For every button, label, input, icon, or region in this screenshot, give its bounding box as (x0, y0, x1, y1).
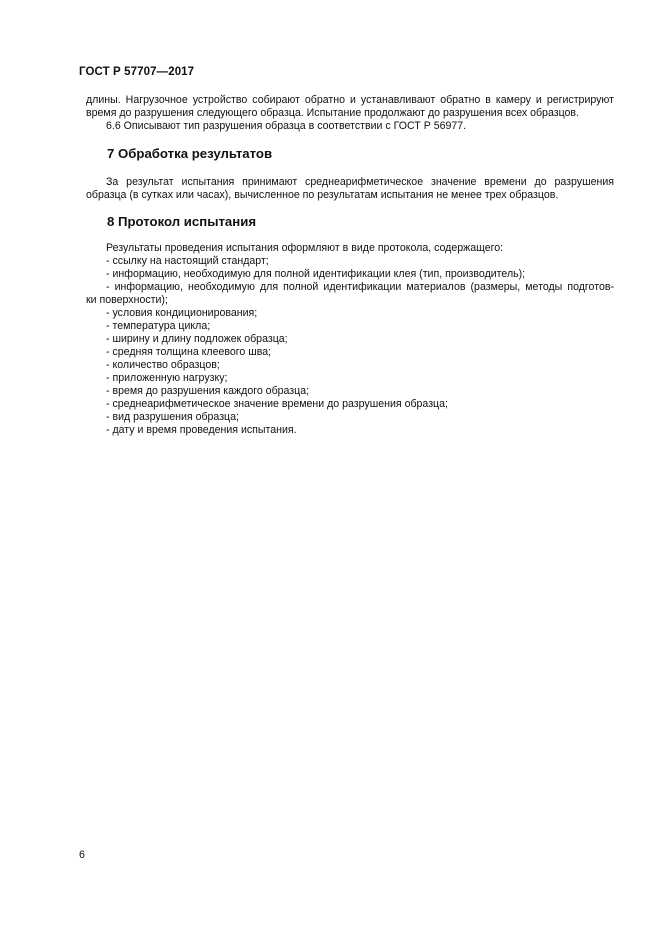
list-item: - ширину и длину подложек образца; (106, 333, 288, 345)
list-item: - вид разрушения образца; (106, 411, 239, 423)
section-8-body (86, 242, 614, 437)
list-item: - ссылку на настоящий стандарт; (106, 255, 269, 267)
intro-block (86, 94, 614, 133)
section-7-body (86, 176, 614, 202)
list-item: - дату и время проведения испытания. (106, 424, 297, 436)
page-number: 6 (79, 849, 85, 861)
list-item: - время до разрушения каждого образца; (106, 385, 310, 397)
section-7-heading: 7 Обработка результатов (107, 146, 273, 161)
section-8-lead: Результаты проведения испытания оформляют в виде протокола, содержащего: (106, 242, 504, 254)
document-header: ГОСТ Р 57707—2017 (79, 66, 195, 78)
list-item: - температура цикла; (106, 320, 211, 332)
list-item: - количество образцов; (106, 359, 220, 371)
list-item: - информацию, необходимую для полной идентификации клея (тип, производитель); (106, 268, 526, 280)
intro-line-1: длины. Нагрузочное устройство собирают обратно и устанавливают обратно в камеру и регистрируют (86, 94, 614, 106)
section-8-heading: 8 Протокол испытания (107, 214, 257, 229)
intro-line-2: время до разрушения следующего образца. Испытание продолжают до разрушения всех образцов. (86, 107, 579, 119)
list-item: - приложенную нагрузку; (106, 372, 228, 384)
list-item: - среднеарифметическое значение времени до разрушения образца; (106, 398, 448, 410)
list-item: - условия кондиционирования; (106, 307, 258, 319)
list-item-continuation: ки поверхности); (86, 294, 168, 306)
list-item: - средняя толщина клеевого шва; (106, 346, 272, 358)
clause-6-6: 6.6 Описывают тип разрушения образца в соответствии с ГОСТ Р 56977. (106, 120, 467, 132)
list-item: - информацию, необходимую для полной идентификации материалов (размеры, методы подготов- (106, 281, 614, 293)
section-7-paragraph: За результат испытания принимают среднеарифметическое значение времени до разрушения образца (в сутках или часах), вычисленное по результатам испытания не менее трех образцов. (86, 176, 614, 201)
